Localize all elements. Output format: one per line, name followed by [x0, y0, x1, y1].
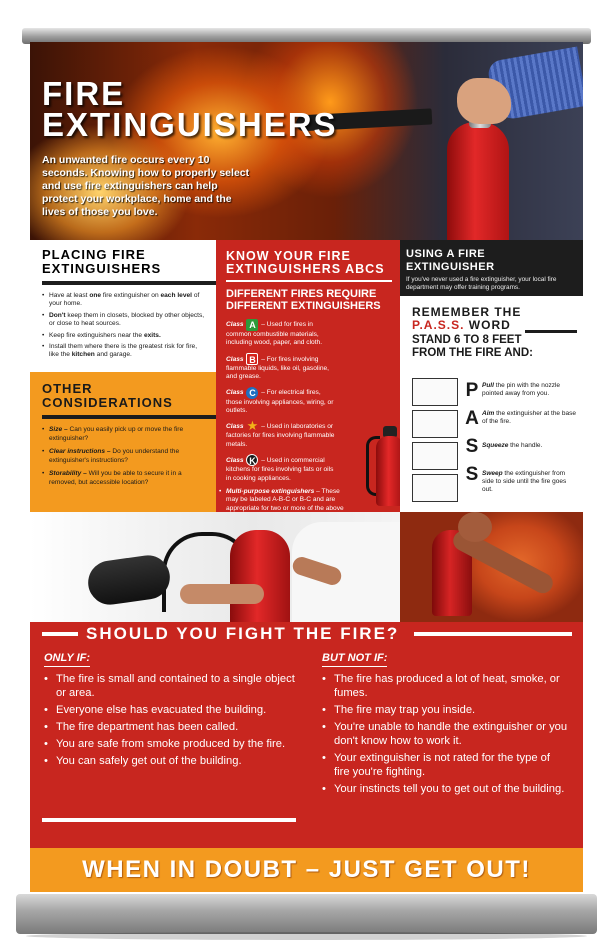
abcs-subheading: DIFFERENT FIRES REQUIRE DIFFERENT EXTINGUISHERS — [226, 288, 381, 312]
multi-purpose-row: • Multi-purpose extinguishers – These may be labeled A-B-C or B-C and are appropriate for two or more of the above — [226, 488, 346, 522]
pass-letter-p: P — [465, 380, 479, 401]
class-d-row — [226, 420, 338, 449]
pass-heading — [412, 306, 577, 332]
list-item: • The fire is small and contained to a single object or area. — [44, 672, 298, 700]
other-divider — [42, 415, 216, 419]
list-item: • Everyone else has evacuated the building. — [44, 703, 298, 717]
pass-letter-s2: S — [465, 464, 479, 485]
list-item: • You can safely get out of the building. — [44, 754, 298, 768]
photo-extinguisher — [230, 530, 290, 622]
class-c-text: – For electrical fires, those involving appliances, wiring, or outlets. — [226, 388, 334, 415]
class-k-row — [226, 454, 338, 483]
sweep-illustration-icon — [412, 474, 458, 502]
class-a-badge: A — [246, 319, 258, 331]
pass-stand-line2: FROM THE FIRE AND: — [412, 347, 533, 359]
photo-arm — [180, 584, 264, 604]
using-heading: USING A FIRE EXTINGUISHER — [406, 248, 495, 273]
pass-letter-a: A — [465, 408, 479, 429]
class-label: Class — [226, 321, 244, 328]
pass-stand-distance — [412, 334, 577, 360]
list-item: • The fire department has been called. — [44, 720, 298, 734]
class-b-badge: B — [246, 353, 258, 365]
class-d-text: – Used in laboratories or factories for fires involving flammable metals. — [226, 423, 335, 448]
class-label: Class — [226, 457, 244, 465]
poster-title-line1: FIRE — [42, 75, 126, 112]
pass-step-aim: Aim the extinguisher at the base of the fire. — [482, 410, 576, 425]
multi-purpose-label: Multi-purpose extinguishers — [226, 488, 315, 496]
pass-heading-word: WORD — [464, 318, 511, 332]
placing-heading — [42, 248, 206, 276]
pass-divider — [525, 330, 577, 333]
hero-hand — [457, 78, 511, 124]
class-d-star-icon: ★ — [246, 418, 259, 434]
hero-extinguisher-cylinder — [447, 122, 509, 252]
placing-heading-line1: PLACING FIRE — [42, 247, 146, 262]
class-c-badge: C — [246, 387, 258, 399]
pass-step-squeeze: Squeeze the handle. — [482, 442, 543, 449]
list-item: • Storability – Will you be able to secure it in a removed, but accessible location? — [42, 470, 206, 487]
pass-letter-s1: S — [465, 436, 479, 457]
class-c-row — [226, 387, 338, 416]
list-item: • Don't keep them in closets, blocked by other objects, or close to heat sources. — [42, 312, 206, 329]
aim-illustration-icon — [412, 410, 458, 438]
banner-stand-base — [16, 894, 597, 934]
poster-title — [42, 75, 338, 143]
multi-purpose-text: – These may be labeled A-B-C or B-C and are appropriate for two or more of the above — [226, 488, 344, 512]
hero-photo — [30, 42, 583, 240]
pass-steps — [412, 378, 576, 508]
list-item: • You're unable to handle the extinguisher or you don't know how to work it. — [322, 720, 568, 748]
only-if-label: ONLY IF: — [44, 652, 90, 667]
pass-step-pull: Pull the pin with the nozzle pointed away from you. — [482, 382, 561, 397]
class-a-text: – Used for fires in common combustible materials, including wood, paper, and cloth. — [226, 321, 323, 347]
photo-right-head — [458, 512, 492, 542]
pass-section — [400, 296, 583, 512]
fight-title: SHOULD YOU FIGHT THE FIRE? — [86, 624, 400, 643]
but-not-if-list — [322, 672, 568, 796]
using-section — [400, 240, 583, 296]
class-b-row — [226, 353, 338, 382]
placing-heading-line2: EXTINGUISHERS — [42, 261, 162, 276]
other-considerations-section — [30, 372, 216, 512]
pass-acronym: P.A.S.S. — [412, 318, 465, 332]
list-item: • You are safe from smoke produced by the fire. — [44, 737, 298, 751]
list-item: • The fire has produced a lot of heat, smoke, or fumes. — [322, 672, 568, 700]
placing-list — [42, 292, 206, 360]
fire-extinguisher-poster — [30, 42, 583, 898]
class-label: Class — [226, 355, 244, 363]
only-if-list — [44, 672, 298, 768]
but-not-if-label: BUT NOT IF: — [322, 652, 387, 667]
using-text: If you've never used a fire extinguisher, your local fire department may offer training programs. — [406, 276, 557, 291]
list-item: • Your extinguisher is not rated for the type of fire you're fighting. — [322, 751, 568, 779]
other-list — [42, 426, 206, 488]
fight-title-row — [30, 622, 583, 648]
pass-heading-line1: REMEMBER THE — [412, 305, 522, 319]
poster-title-line2: EXTINGUISHERS — [42, 106, 338, 143]
placing-divider — [42, 281, 216, 285]
list-item: • Clear instructions – Do you understand the extinguisher's instructions? — [42, 448, 206, 465]
other-heading — [42, 382, 206, 410]
class-k-badge: K — [246, 454, 258, 466]
other-heading-line2: CONSIDERATIONS — [42, 395, 173, 410]
footer-banner-text: WHEN IN DOUBT – JUST GET OUT! — [82, 856, 531, 883]
fight-title-line-right — [414, 632, 572, 636]
list-item: • Keep fire extinguishers near the exits. — [42, 332, 206, 340]
photo-nozzle — [85, 553, 172, 608]
list-item: • The fire may trap you inside. — [322, 703, 568, 717]
list-item: • Have at least one fire extinguisher on each level of your home. — [42, 292, 206, 309]
class-a-row — [226, 319, 338, 348]
class-label: Class — [226, 423, 244, 431]
abcs-heading-line2: EXTINGUISHERS ABCS — [226, 262, 385, 276]
class-label: Class — [226, 388, 244, 396]
footer-banner — [30, 848, 583, 892]
class-k-text: – Used in commercial kitchens for fires involving fats or oils in cooking appliances. — [226, 457, 334, 482]
but-not-if-column — [322, 648, 568, 799]
fight-title-line-left — [42, 632, 78, 636]
abcs-heading — [226, 244, 392, 276]
class-b-text: – For fires involving flammable liquids, like oil, gasoline, and grease. — [226, 355, 329, 381]
squeeze-illustration-icon — [412, 442, 458, 470]
pass-stand-line1: STAND 6 TO 8 FEET — [412, 334, 522, 346]
pull-pin-illustration-icon — [412, 378, 458, 406]
list-item: • Size – Can you easily pick up or move the fire extinguisher? — [42, 426, 206, 443]
photo-person-using-extinguisher — [30, 512, 400, 622]
fight-bottom-divider — [42, 818, 296, 822]
abcs-section — [216, 240, 400, 512]
placing-section — [30, 240, 216, 372]
pass-step-sweep: Sweep the extinguisher from side to side until the fire goes out. — [482, 470, 567, 493]
intro-text: An unwanted fire occurs every 10 seconds. Knowing how to properly select and use fire extinguishers can help protect your workplace, home and the lives of those you love. — [42, 154, 250, 218]
only-if-column — [44, 648, 298, 771]
abcs-heading-line1: KNOW YOUR FIRE — [226, 249, 351, 263]
photo-extinguisher-closeup — [400, 512, 583, 622]
abcs-divider — [226, 280, 392, 282]
other-heading-line1: OTHER — [42, 381, 93, 396]
fight-the-fire-section — [30, 622, 583, 848]
list-item: • Install them where there is the greatest risk for fire, like the kitchen and garage. — [42, 343, 206, 360]
list-item: • Your instincts tell you to get out of the building. — [322, 782, 568, 796]
